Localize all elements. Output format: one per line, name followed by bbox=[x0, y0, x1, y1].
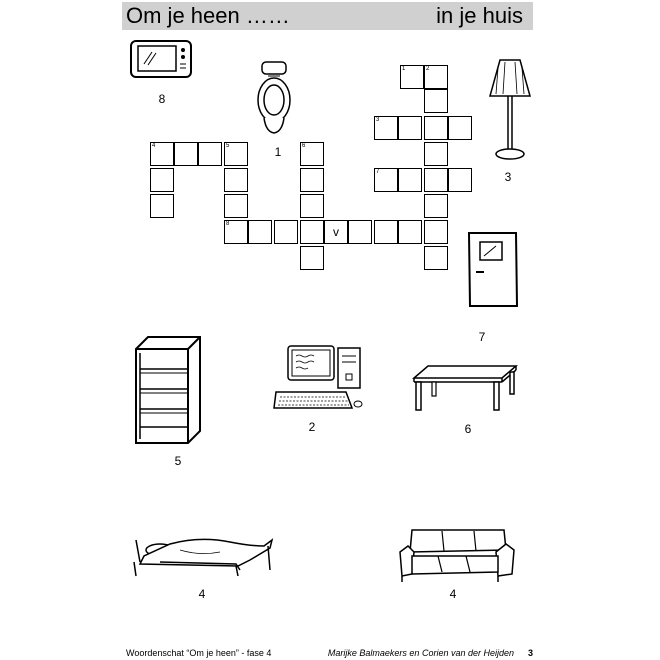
crossword-cell[interactable] bbox=[424, 89, 448, 113]
computer-label: 2 bbox=[308, 420, 316, 434]
floor-lamp-icon bbox=[486, 58, 534, 162]
sofa-label: 4 bbox=[449, 587, 457, 601]
crossword-cell[interactable] bbox=[398, 116, 422, 140]
tv-icon bbox=[130, 40, 192, 78]
crossword-cell[interactable] bbox=[224, 194, 248, 218]
door-icon bbox=[466, 230, 520, 308]
crossword-cell[interactable] bbox=[448, 116, 472, 140]
crossword-cell[interactable] bbox=[248, 220, 272, 244]
crossword-cell[interactable] bbox=[424, 168, 448, 192]
lamp-label: 3 bbox=[504, 170, 512, 184]
toilet-icon bbox=[254, 60, 294, 136]
crossword-cell[interactable] bbox=[174, 142, 198, 166]
toilet-label: 1 bbox=[274, 145, 282, 159]
clue-number: 4 bbox=[152, 143, 156, 149]
crossword-cell[interactable] bbox=[398, 168, 422, 192]
crossword-cell[interactable] bbox=[424, 116, 448, 140]
crossword-cell[interactable] bbox=[448, 168, 472, 192]
crossword-cell[interactable] bbox=[198, 142, 222, 166]
crossword-cell[interactable] bbox=[424, 65, 448, 89]
title-right: in je huis bbox=[436, 3, 523, 28]
table-icon bbox=[410, 364, 520, 414]
crossword-cell[interactable] bbox=[224, 142, 248, 166]
sofa-icon bbox=[394, 528, 516, 584]
crossword-cell[interactable] bbox=[398, 220, 422, 244]
crossword-cell[interactable] bbox=[374, 168, 398, 192]
crossword-cell[interactable] bbox=[300, 220, 324, 244]
crossword-cell[interactable] bbox=[324, 220, 348, 244]
clue-number: 3 bbox=[376, 117, 380, 123]
tv-label: 8 bbox=[158, 92, 166, 106]
computer-icon bbox=[272, 344, 364, 414]
crossword-cell[interactable] bbox=[150, 168, 174, 192]
title-left: Om je heen …… bbox=[126, 3, 290, 28]
table-label: 6 bbox=[464, 422, 472, 436]
clue-number: 6 bbox=[302, 143, 306, 149]
crossword-cell[interactable] bbox=[374, 116, 398, 140]
bookcase-label: 5 bbox=[174, 454, 182, 468]
crossword-cell[interactable] bbox=[374, 220, 398, 244]
crossword-cell[interactable] bbox=[224, 220, 248, 244]
header-bar bbox=[122, 2, 533, 30]
crossword-cell[interactable] bbox=[348, 220, 372, 244]
crossword-cell[interactable] bbox=[400, 65, 424, 89]
crossword-cell[interactable] bbox=[424, 194, 448, 218]
page-number: 3 bbox=[527, 648, 533, 658]
crossword-cell[interactable] bbox=[150, 194, 174, 218]
crossword-cell[interactable] bbox=[300, 168, 324, 192]
crossword-cell[interactable] bbox=[300, 194, 324, 218]
clue-number: 8 bbox=[226, 221, 230, 227]
crossword-cell[interactable] bbox=[150, 142, 174, 166]
crossword-cell[interactable] bbox=[300, 246, 324, 270]
crossword-cell[interactable] bbox=[300, 142, 324, 166]
bed-label: 4 bbox=[198, 587, 206, 601]
footer-left: Woordenschat “Om je heen” - fase 4 bbox=[126, 648, 272, 658]
bookcase-icon bbox=[132, 335, 204, 447]
footer-right: Marijke Balmaekers en Corien van der Heijden bbox=[327, 648, 514, 658]
crossword-cell[interactable] bbox=[274, 220, 298, 244]
crossword-cell[interactable] bbox=[424, 246, 448, 270]
crossword-cell[interactable] bbox=[424, 220, 448, 244]
given-letter: v bbox=[333, 225, 339, 239]
clue-number: 5 bbox=[226, 143, 230, 149]
door-label: 7 bbox=[478, 330, 486, 344]
bed-icon bbox=[130, 526, 276, 578]
crossword-cell[interactable] bbox=[424, 142, 448, 166]
clue-number: 2 bbox=[426, 66, 430, 72]
clue-number: 7 bbox=[376, 169, 380, 175]
clue-number: 1 bbox=[402, 66, 406, 72]
crossword-cell[interactable] bbox=[224, 168, 248, 192]
